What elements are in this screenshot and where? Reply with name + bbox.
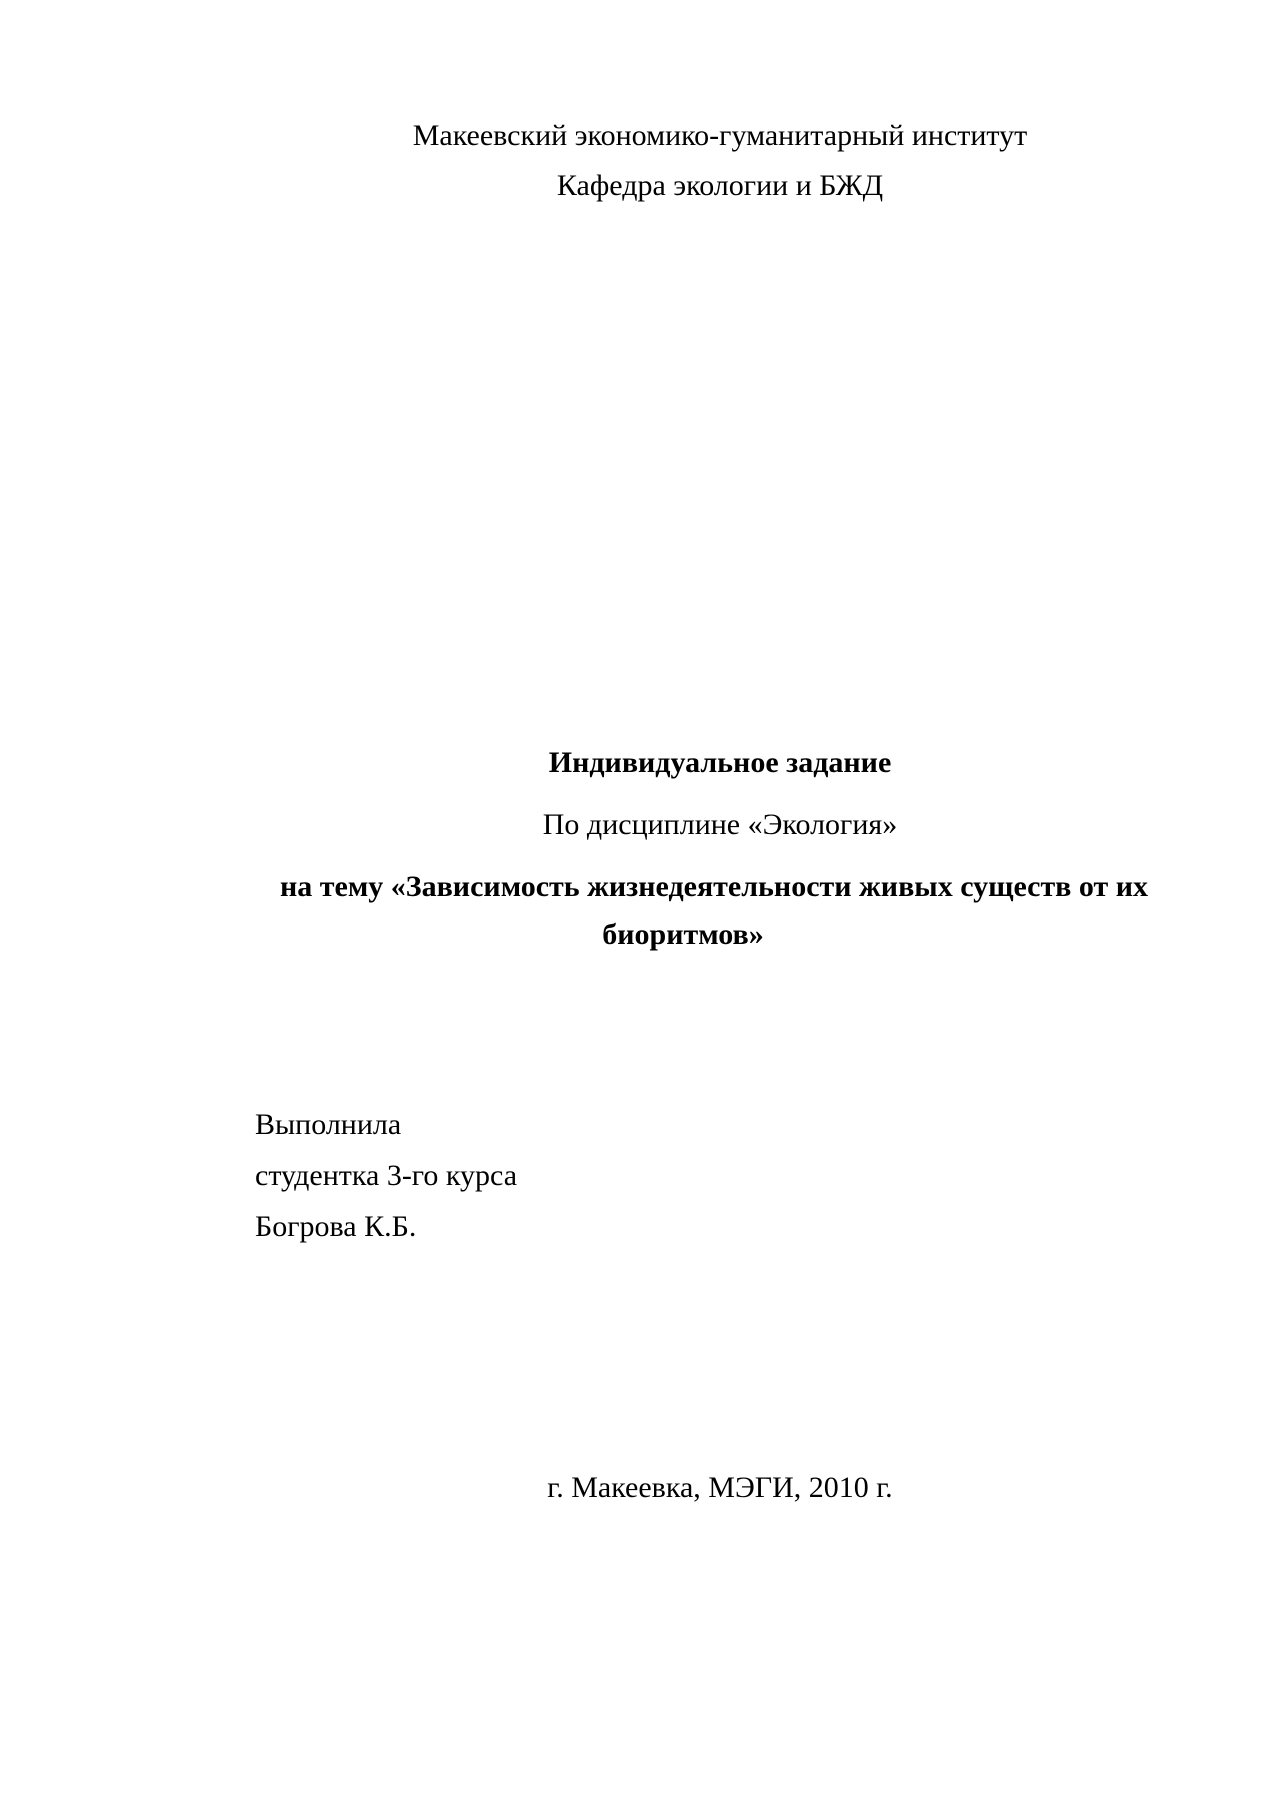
student-name: Богрова К.Б. xyxy=(255,1210,417,1243)
topic-line-1: на тему «Зависимость жизнедеятельности живых существ от их xyxy=(280,870,1149,903)
task-title: Индивидуальное задание xyxy=(548,746,892,779)
topic-line-2: биоритмов» xyxy=(602,918,764,951)
institute-name: Макеевский экономико-гуманитарный институт xyxy=(412,119,1028,152)
footer-city-year: г. Макеевка, МЭГИ, 2010 г. xyxy=(547,1471,893,1504)
discipline-line: По дисциплине «Экология» xyxy=(542,808,898,841)
department-name: Кафедра экологии и БЖД xyxy=(556,169,884,202)
performed-by-label: Выполнила xyxy=(255,1108,402,1141)
student-year: студентка 3-го курса xyxy=(255,1159,518,1192)
